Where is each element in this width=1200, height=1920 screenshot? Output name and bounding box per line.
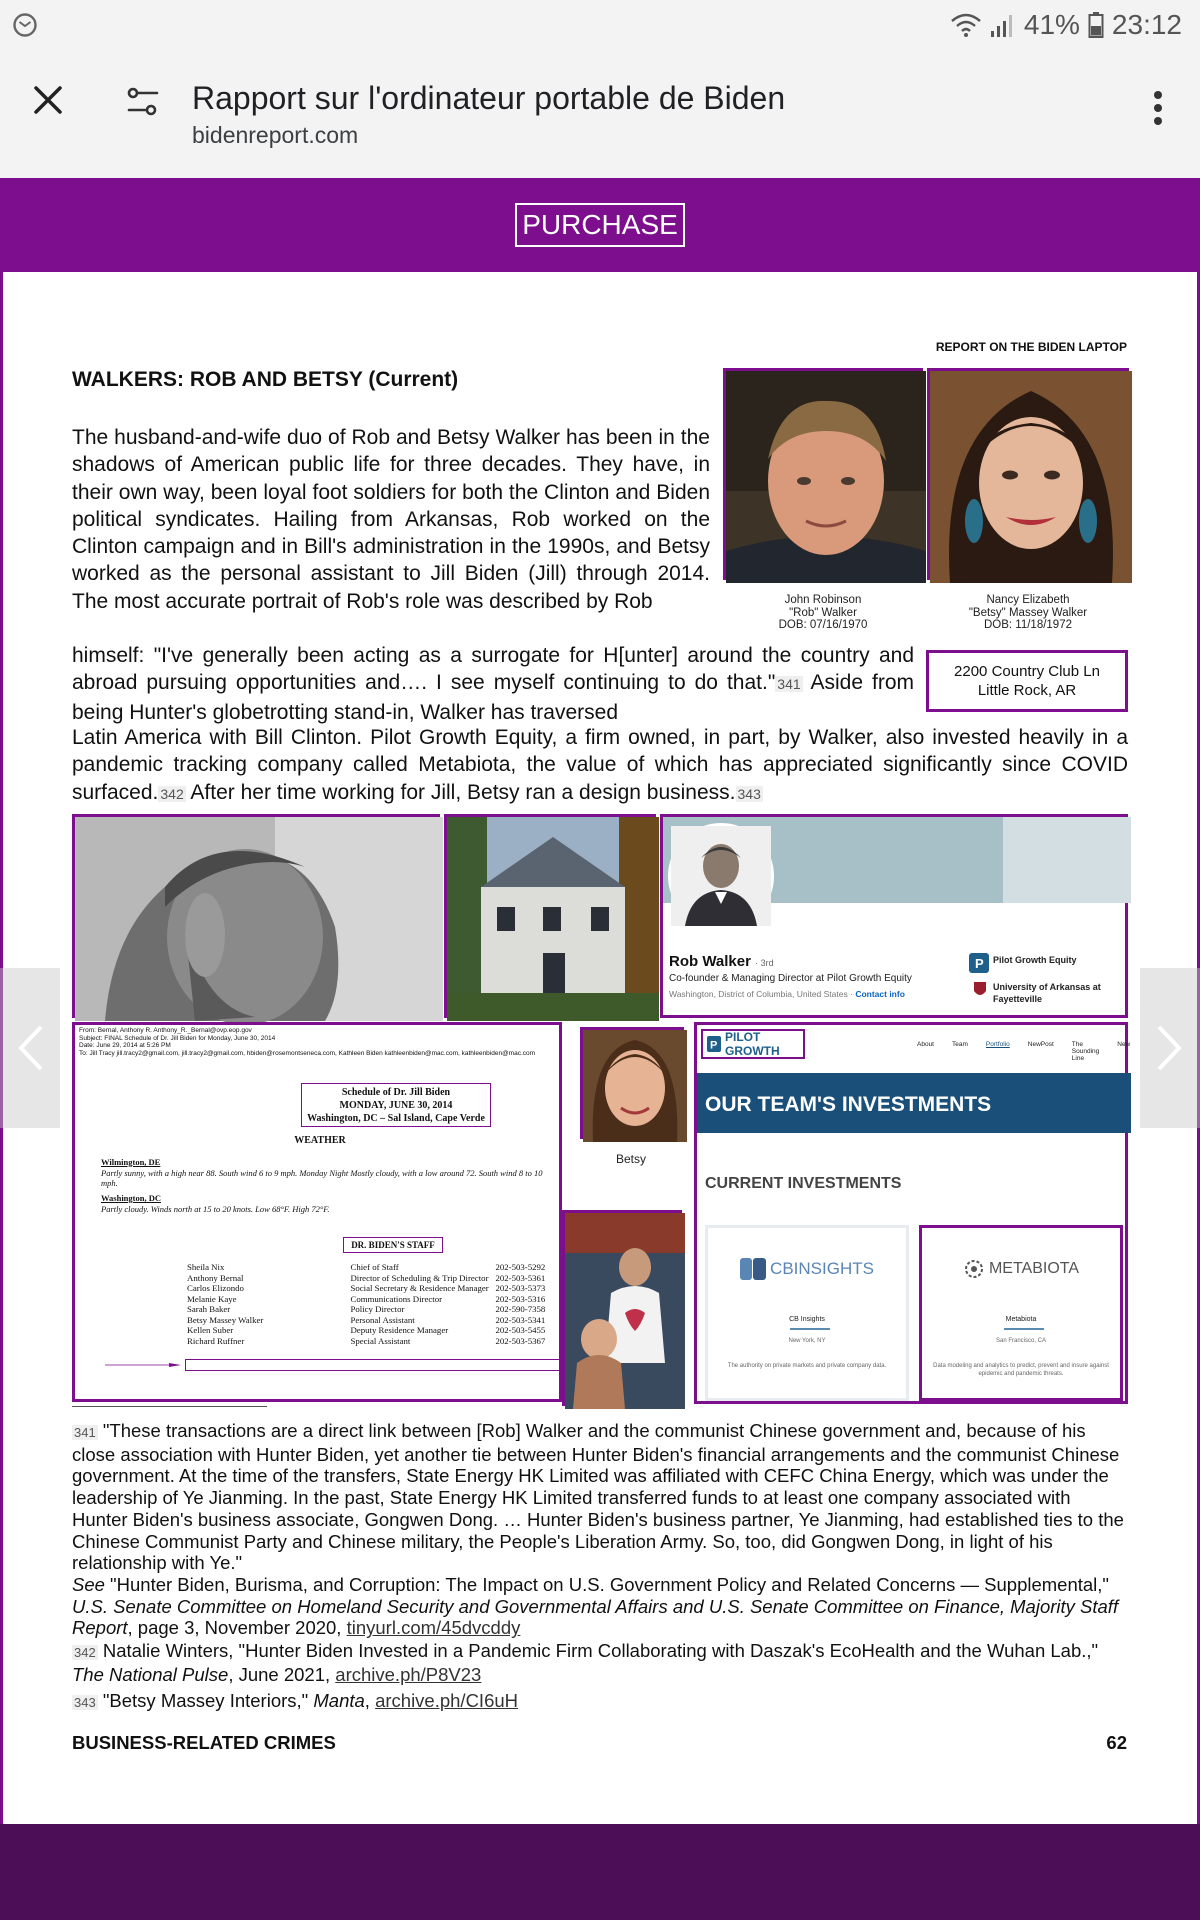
card-divider [1004,1328,1044,1330]
section-footer: BUSINESS-RELATED CRIMES [72,1732,336,1753]
nav-portfolio[interactable]: Portfolio [985,1041,1010,1048]
schedule-document [72,1022,562,1402]
battery-icon [1088,11,1104,39]
card-name: CB Insights [789,1316,825,1323]
betsy-caption: Nancy Elizabeth "Betsy" Massey Walker DOB: 11/18/1972 [968,594,1088,631]
table-row [187,1304,559,1315]
pilot-growth-mark-icon [707,1036,721,1052]
purchase-button[interactable]: PURCHASE [515,203,685,247]
table-row [187,1336,559,1347]
footnote-343: 343 "Betsy Massey Interiors," Manta, archive.ph/CI6uH [74,1690,519,1711]
svg-text:P: P [975,956,984,971]
staff-title-cell: Director of Scheduling & Trip Director [350,1272,489,1283]
profile-company[interactable]: Pilot Growth Equity [993,955,1077,965]
footnote-ref-341[interactable]: 341 [777,676,801,693]
profile-location: Washington, District of Columbia, United States · Contact info [669,989,905,999]
status-bar [0,0,1200,50]
staff-phone: 202-503-5373 [495,1283,546,1293]
wifi-icon [950,12,982,38]
staff-phone: 202-503-5361 [495,1272,546,1283]
nav-team[interactable]: Team [952,1041,968,1048]
staff-title-cell: Special Assistant [350,1335,411,1346]
chevron-right-icon [1155,1023,1185,1073]
cbinsights-logo-icon [740,1258,766,1280]
notification-icon [12,12,38,38]
site-nav [917,1041,1130,1062]
page-url[interactable]: bidenreport.com [192,122,359,148]
arrow-right-icon [105,1363,181,1367]
wilmington-title: Wilmington, DE [101,1157,161,1167]
table-row [187,1273,559,1284]
next-page-button[interactable] [1140,968,1200,1128]
staff-name: Kellen Suber [187,1325,234,1335]
rob-caption: John Robinson "Rob" Walker DOB: 07/16/1970 [778,594,868,631]
footnote-divider [72,1406,267,1407]
betsy-label: Betsy [616,1152,647,1166]
running-header: REPORT ON THE BIDEN LAPTOP [935,340,1127,354]
card-description: Data modeling and analytics to predict, prevent and insure against epidemic and pandemic threats. [933,1363,1109,1377]
metabiota-logo: METABIOTA [922,1258,1120,1280]
dc-weather: Partly cloudy. Winds north at 15 to 20 knots. Low 68°F. High 72°F. [101,1204,330,1214]
footnote-ref-342[interactable]: 342 [160,785,184,802]
betsy-headshot-image [583,1030,687,1142]
metabiota-logo-icon [963,1258,985,1280]
staff-phone: 202-503-5455 [495,1325,546,1335]
table-row [187,1262,559,1273]
rob-on-phone-image [75,817,443,1021]
section-heading: WALKERS: ROB AND BETSY (Current) [72,368,459,391]
archive-link-ci6uh[interactable]: archive.ph/CI6uH [375,1690,519,1711]
betsy-party-photo [562,1210,682,1406]
report-page [0,272,1200,1824]
footnote-341: 341 "These transactions are a direct link between [Rob] Walker and the communist Chinese government and, because of his close association with Hunter Biden, yet another tie between Hunter Biden's financial arrangements and the communist Chinese government. At the time of the transfers, State Energy HK Limited was affiliated with CEFC China Energy, which was under the leadership of Ye Jianming. In the past, State Energy HK Limited transferred funds to at least one company associated with Hunter Biden's business associate, Gongwen Dong. … Hunter Biden's business partner, Ye Jianming, had established ties to the Chinese Communist Party and Chinese military, the People's Liberation Army. So, too, did Gongwen Dong, in light of his relationship with Ye." See "Hunter Biden, Burisma, and Corruption: The Impact on U.S. Government Policy and Related Concerns — Supplemental," U.S. Senate Committee on Homeland Security and Governmental Affairs and U.S. Senate Committee on Finance, Majority Staff Report, page 3, November 2020, tinyurl.com/45dvcddy [72,1420,1124,1639]
weather-title: WEATHER [294,1135,346,1146]
table-row-highlighted [187,1315,559,1326]
staff-name: Melanie Kaye [187,1293,237,1304]
card-description: The authority on private markets and private company data. [727,1363,887,1369]
nav-new[interactable]: New [1117,1041,1131,1048]
staff-name: Richard Ruffner [187,1335,245,1346]
close-icon[interactable] [28,80,68,120]
browser-header [0,50,1200,178]
wilmington-weather: Partly sunny, with a high near 88. South wind 6 to 9 mph. Monday Night Mostly cloudy, with a low around 72. South wind 8 to 10 mph. [101,1168,543,1188]
paragraph-wide: Latin America with Bill Clinton. Pilot Growth Equity, a firm owned, in part, by Walker, also invested heavily in a pandemic tracking company called Metabiota, the value of which has appreciated significantly since COVID surfaced. 342 After her time working for Jill, Betsy ran a design business. 343 [72,726,1128,804]
rob-walker-portrait [726,371,926,583]
clock: 23:12 [1111,9,1182,40]
current-investments-title: CURRENT INVESTMENTS [705,1175,902,1192]
staff-phone: 202-503-5367 [495,1335,546,1346]
staff-title-cell: Communications Director [350,1293,443,1304]
page-number: 62 [1106,1732,1127,1753]
staff-title-cell: Deputy Residence Manager [350,1325,449,1335]
nav-newpost[interactable]: NewPost [1027,1041,1054,1048]
page-settings-icon[interactable] [126,82,160,122]
nav-sounding-line[interactable]: The Sounding Line [1071,1041,1100,1062]
hero-title: OUR TEAM'S INVESTMENTS [705,1093,992,1116]
contact-info-link[interactable]: Contact info [855,989,905,999]
house-image [447,817,659,1021]
profile-name[interactable]: Rob Walker · 3rd [669,953,774,970]
betsy-party-image [565,1213,685,1409]
staff-table [187,1262,559,1346]
betsy-headshot-photo [580,1027,684,1139]
card-city: San Francisco, CA [995,1338,1047,1344]
footnote-ref-343[interactable]: 343 [737,785,761,802]
nav-about[interactable]: About [917,1041,934,1048]
page-title: Rapport sur l'ordinateur portable de Biden [192,80,786,116]
pilot-growth-logo-icon [969,953,989,973]
pilot-growth-logo[interactable]: P PILOT GROWTH [701,1029,805,1059]
more-options-icon[interactable] [1152,90,1164,126]
staff-name: Carlos Elizondo [187,1283,244,1293]
profile-banner-accent [1003,817,1131,903]
staff-title-cell: Policy Director [350,1304,405,1314]
staff-phone: 202-503-5292 [495,1262,546,1272]
linkedin-profile [660,814,1128,1018]
pilot-growth-website [694,1022,1131,1404]
staff-name: Sarah Baker [187,1304,231,1314]
university-logo-icon [973,981,987,999]
chevron-left-icon [15,1023,45,1073]
previous-page-button[interactable] [0,968,60,1128]
table-row [187,1283,559,1294]
avatar-image [671,826,771,926]
staff-name: Anthony Bernal [187,1272,244,1283]
schedule-title: Schedule of Dr. Jill Biden MONDAY, JUNE 30, 2014 Washington, DC – Sal Island, Cape Verde [301,1083,491,1127]
address-box: 2200 Country Club Ln Little Rock, AR [926,650,1128,712]
investment-card-cbinsights[interactable] [705,1225,909,1401]
avatar [668,823,774,929]
card-name: Metabiota [1005,1316,1037,1323]
staff-title-cell: Chief of Staff [350,1262,399,1272]
staff-title-cell: Social Secretary & Residence Manager [350,1283,489,1293]
card-divider [790,1328,830,1330]
investment-card-metabiota[interactable] [919,1225,1123,1401]
table-row [187,1325,559,1336]
staff-title-cell: Personal Assistant [350,1314,415,1325]
tinyurl-link[interactable]: tinyurl.com/45dvcddy [346,1617,521,1639]
bottom-band [0,1824,1200,1920]
battery-percent: 41% [1023,9,1080,40]
profile-school[interactable]: University of Arkansas at Fayetteville [993,982,1101,1004]
email-header: From: Bernal, Anthony R. Anthony_R._Bernal@ovp.eop.gov Subject: FINAL Schedule of Dr. Jill Biden for Monday, June 30, 2014 Date: June 29, 2014 at 5:26 PM To: Jill Tracy jill.tracy2@gmail.com, jill.tracy2@gmail.com, hbiden@rosemontseneca.com, Kathleen Biden kathleenbiden@mac.com, kathleenbiden@mac.com [79,1027,536,1057]
dc-title: Washington, DC [101,1193,161,1203]
svg-text:P: P [710,1039,718,1052]
betsy-walker-photo [927,368,1129,580]
house-photo [444,814,656,1018]
cbinsights-logo: CBINSIGHTS [708,1258,906,1280]
purchase-banner [0,178,1200,272]
betsy-walker-portrait [930,371,1132,583]
paragraph-mid: himself: "I've generally been acting as a surrogate for H[unter] around the country and abroad pursuing opportunities and…. I see myself continuing to do that." 341 Aside from being Hunter's globetrotting stand-in, Walker has traversed [72,644,914,724]
staff-phone: 202-503-5316 [495,1293,546,1304]
signal-icon [990,12,1016,38]
rob-walker-photo [723,368,923,580]
staff-phone: 202-590-7358 [495,1304,546,1314]
footnote-342: 342 Natalie Winters, "Hunter Biden Invested in a Pandemic Firm Collaborating with Daszak's EcoHealth and the Wuhan Lab.," The National Pulse, June 2021, archive.ph/P8V23 [72,1640,1099,1685]
card-city: New York, NY [788,1338,826,1344]
staff-title: DR. BIDEN'S STAFF [343,1237,443,1253]
profile-headline: Co-founder & Managing Director at Pilot Growth Equity [669,973,912,984]
staff-name: Betsy Massey Walker [187,1314,264,1325]
paragraph-top: The husband-and-wife duo of Rob and Betsy Walker has been in the shadows of American public life for three decades. They have, in their own way, been loyal foot soldiers for both the Clinton and Biden political syndicates. Hailing from Arkansas, Rob worked on the Clinton campaign and in Bill's administration in the 1990s, and Betsy worked as the personal assistant to Jill Biden (Jill) through 2014. The most accurate portrait of Rob's role was described by Rob [72,426,710,613]
highlight-box [185,1359,567,1371]
table-row [187,1294,559,1305]
staff-name: Sheila Nix [187,1262,225,1272]
staff-phone: 202-503-5341 [495,1314,546,1325]
rob-phone-photo [72,814,440,1018]
archive-link-p8v23[interactable]: archive.ph/P8V23 [335,1663,482,1685]
